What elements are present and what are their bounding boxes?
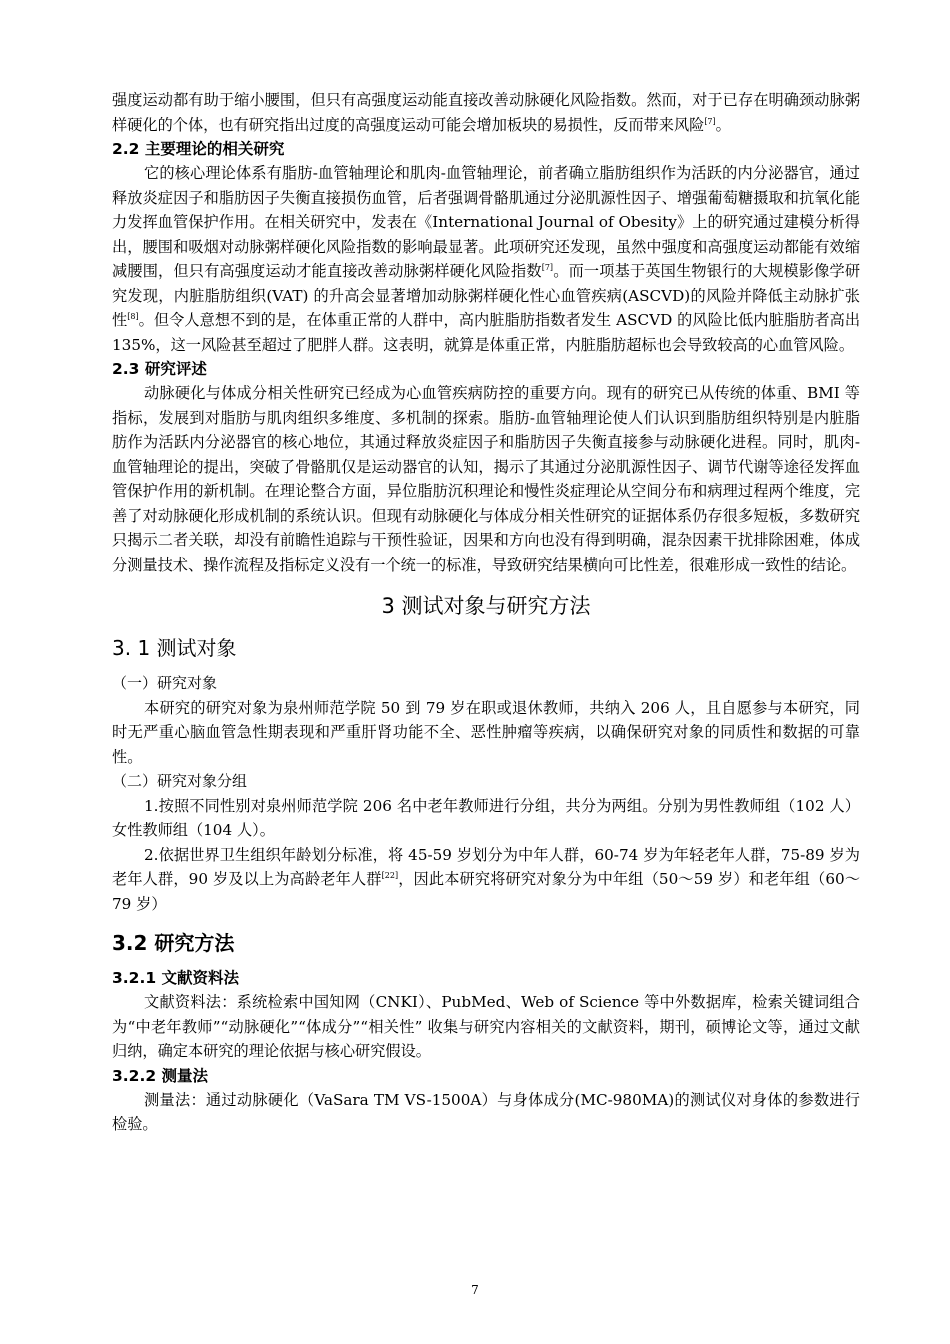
paragraph-group-2: 2.依据世界卫生组织年龄划分标准，将 45-59 岁划分为中年人群，60-74 岁为年轻老年人群，75-89 岁为老年人群，90 岁及以上为高龄老年人群[22]，因此本研究将研究对象分为中年组（50～59 岁）和老年组（60～79 岁） bbox=[112, 845, 861, 913]
subheading-subjects: （一）研究对象 bbox=[112, 674, 218, 692]
citation-ref: [7] bbox=[541, 262, 554, 272]
subheading-grouping: （二）研究对象分组 bbox=[112, 772, 248, 790]
page-number: 7 bbox=[471, 1283, 479, 1297]
paragraph-measurement: 测量法：通过动脉硬化（VaSara TM VS-1500A）与身体成分(MC-980MA)的测试仪对身体的参数进行检验。 bbox=[112, 1090, 860, 1133]
heading-3-2-1: 3.2.1 文献资料法 bbox=[112, 969, 240, 987]
paragraph-2-2: 它的核心理论体系有脂肪-血管轴理论和肌肉-血管轴理论，前者确立脂肪组织作为活跃的内分泌器官，通过释放炎症因子和脂肪因子失衡直接损伤血管，后者强调骨骼肌通过分泌肌源性因子、增强葡萄糖摄取和抗氧化能力发挥血管保护作用。在相关研究中，发表在《International Journal of Obesity》上的研究通过建模分析得出，腰围和吸烟对动脉粥样硬化风险指数的影响最显著。此项研究还发现，虽然中强度和高强度运动都能有效缩减腰围，但只有高强度运动才能直接改善动脉粥样硬化风险指数[7]。而一项基于英国生物银行的大规模影像学研究发现，内脏脂肪组织(VAT) 的升高会显著增加动脉粥样硬化性心血管疾病(ASCVD)的风险并降低主动脉扩张性[8]。但令人意想不到的是，在体重正常的人群中，高内脏脂肪指数者发生 ASCVD 的风险比低内脏脂肪者高出 135%，这一风险甚至超过了肥胖人群。这表明，就算是体重正常，内脏脂肪超标也会导致较高的心血管风险。 bbox=[112, 164, 861, 354]
heading-2-3: 2.3 研究评述 bbox=[112, 360, 207, 378]
paragraph-intro-continued: 强度运动都有助于缩小腰围，但只有高强度运动能直接改善动脉硬化风险指数。然而，对于已存在明确颈动脉粥样硬化的个体，也有研究指出过度的高强度运动可能会增加板块的易损性，反而带来风险[7]。 bbox=[112, 91, 860, 134]
heading-3-2: 3.2 研究方法 bbox=[112, 931, 235, 955]
heading-2-2: 2.2 主要理论的相关研究 bbox=[112, 140, 285, 158]
paragraph-2-3: 动脉硬化与体成分相关性研究已经成为心血管疾病防控的重要方向。现有的研究已从传统的体重、BMI 等指标，发展到对脂肪与肌肉组织多维度、多机制的探索。脂肪-血管轴理论使人们认识到脂肪组织特别是内脏脂肪作为活跃内分泌器官的核心地位，其通过释放炎症因子和脂肪因子失衡直接参与动脉硬化进程。同时，肌肉-血管轴理论的提出，突破了骨骼肌仅是运动器官的认知，揭示了其通过分泌肌源性因子、调节代谢等途径发挥血管保护作用的新机制。在理论整合方面，异位脂肪沉积理论和慢性炎症理论从空间分布和病理过程两个维度，完善了对动脉硬化形成机制的系统认识。但现有动脉硬化与体成分相关性研究的证据体系仍存很多短板，多数研究只揭示二者关联，却没有前瞻性追踪与干预性验证，因果和方向也没有得到明确，混杂因素干扰排除困难，体成分测量技术、操作流程及指标定义没有一个统一的标准，导致研究结果横向可比性差，很难形成一致性的结论。 bbox=[112, 384, 860, 574]
citation-ref: [8] bbox=[127, 311, 139, 321]
chapter-title: 3 测试对象与研究方法 bbox=[381, 594, 591, 618]
heading-3-2-2: 3.2.2 测量法 bbox=[112, 1066, 209, 1085]
heading-3-1: 3. 1 测试对象 bbox=[112, 636, 237, 660]
citation-ref: [7] bbox=[704, 116, 716, 126]
page-body bbox=[112, 88, 860, 1137]
citation-ref: [22] bbox=[381, 870, 399, 880]
paragraph-group-1: 1.按照不同性别对泉州师范学院 206 名中老年教师进行分组，共分为两组。分别为男性教师组（102 人）女性教师组（104 人）。 bbox=[112, 796, 860, 839]
paragraph-literature: 文献资料法：系统检索中国知网（CNKI）、PubMed、Web of Science 等中外数据库，检索关键词组合为“中老年教师”“动脉硬化”“体成分”“相关性” 收集与研究内容相关的文献资料，期刊，硕博论文等，通过文献归纳，确定本研究的理论依据与核心研究假设。 bbox=[112, 993, 860, 1060]
paragraph-subjects: 本研究的研究对象为泉州师范学院 50 到 79 岁在职或退休教师，共纳入 206 人，且自愿参与本研究，同时无严重心脑血管急性期表现和严重肝肾功能不全、恶性肿瘤等疾病，以确保研究对象的同质性和数据的可靠性。 bbox=[112, 698, 860, 766]
